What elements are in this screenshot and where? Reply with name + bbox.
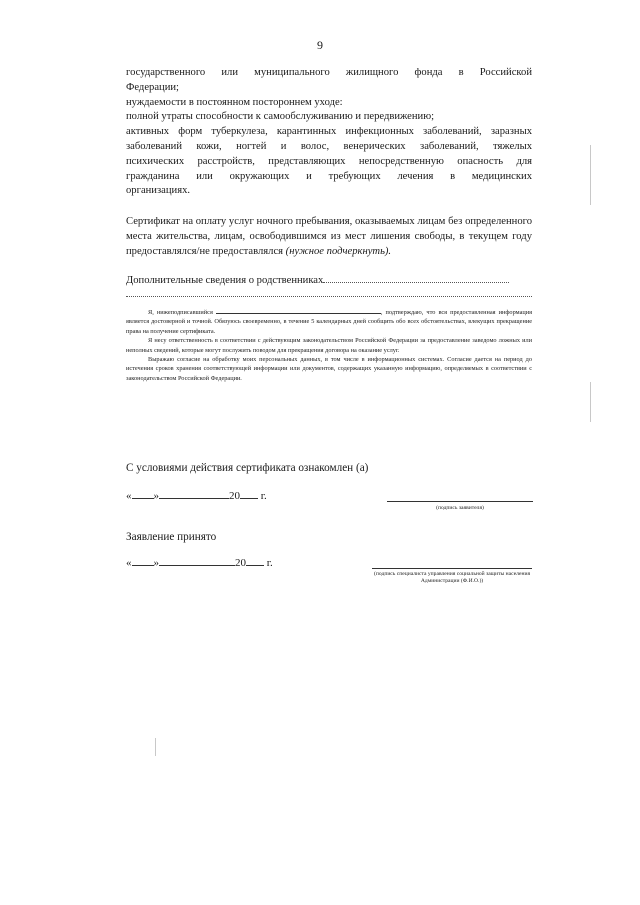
day-field[interactable] <box>132 557 154 566</box>
certificate-note: (нужное подчеркнуть). <box>285 245 392 257</box>
day-field[interactable] <box>132 490 154 499</box>
declaration-paragraph: Я несу ответственность в соответствии с действующим законодательством Российской Федерации за предоставление заведомо ложных или неполных сведений, которые могут послужить поводом для прекращения договора на оказание услуг. <box>126 337 532 354</box>
list-line: гражданина или окружающих и требующих лечения в медицинских <box>126 170 532 182</box>
certificate-paragraph <box>126 215 532 259</box>
official-signature-field[interactable] <box>372 568 532 569</box>
list-line: активных форм туберкулеза, карантинных инфекционных заболеваний, заразных <box>126 126 532 138</box>
applicant-name-field[interactable] <box>216 307 381 314</box>
list-line: нуждаемости в постоянном постороннем уходе: <box>126 96 343 108</box>
list-line: организациях. <box>126 185 191 197</box>
month-field[interactable] <box>159 557 235 566</box>
relatives-row <box>126 272 532 289</box>
applicant-signature-field[interactable] <box>387 501 533 502</box>
relatives-field-continuation[interactable] <box>126 296 532 297</box>
list-line: психических расстройств, представляющих непосредственную опасность для <box>126 155 532 167</box>
relatives-label: Дополнительные сведения о родственниках <box>126 275 324 286</box>
quote-close: » <box>153 490 159 502</box>
quote-close: » <box>153 557 159 569</box>
declaration-paragraph <box>126 307 532 336</box>
list-line: Федерации; <box>126 81 179 93</box>
certificate-text: Сертификат на оплату услуг ночного пребывания, оказываемых лицам без определенного места жительства, лицам, освободившимся из мест лишения свободы, в текущем году предоставлялся/не предоставлялся <box>126 216 532 257</box>
quote-open: « <box>126 490 132 502</box>
scan-edge-mark <box>590 145 591 205</box>
year-prefix: 20 <box>229 490 240 502</box>
year-field[interactable] <box>246 557 264 566</box>
quote-open: « <box>126 557 132 569</box>
official-signature-caption: (подпись специалиста управления социальной защиты населения Администрации (Ф.И.О.)) <box>373 571 531 585</box>
contraindications-list <box>126 66 532 199</box>
applicant-signature-caption: (подпись заявителя) <box>436 505 484 511</box>
month-field[interactable] <box>159 490 229 499</box>
scan-edge-mark <box>590 382 591 422</box>
scan-edge-mark <box>155 738 156 756</box>
date-row-official <box>126 557 273 569</box>
accepted-label: Заявление принято <box>126 531 217 543</box>
list-line: заболеваний кожи, ногтей и волос, венерических заболеваний, тяжелых <box>126 140 532 152</box>
declaration-paragraph: Выражаю согласие на обработку моих персональных данных, в том числе в информационных системах. Согласие дается на период до истечения сроков хранения соответствующей информации или документов, содержащих указанную информацию, определяемых в соответствии с законодательством Российской Федерации. <box>126 356 532 382</box>
list-line: полной утраты способности к самообслуживанию и передвижению; <box>126 111 435 123</box>
year-suffix: г. <box>266 557 273 569</box>
relatives-field[interactable] <box>323 272 509 283</box>
year-field[interactable] <box>240 490 258 499</box>
page-number: 9 <box>317 38 323 52</box>
list-line: государственного или муниципального жилищного фонда в Российской <box>126 67 532 78</box>
date-row-applicant <box>126 490 267 502</box>
year-suffix: г. <box>260 490 267 502</box>
year-prefix: 20 <box>235 557 246 569</box>
declaration <box>126 307 532 383</box>
acknowledgement: С условиями действия сертификата ознакомлен (а) <box>126 462 369 474</box>
declaration-p1-end: , подтверждаю, что вся предоставленная информация является достоверной и точной. Обязуюсь своевременно, в течение 5 календарных дней сообщить обо всех обстоятельствах, влекущих прекращение права на получение сертификата. <box>126 309 532 335</box>
declaration-p1-start: Я, нижеподписавшийся <box>148 309 213 316</box>
